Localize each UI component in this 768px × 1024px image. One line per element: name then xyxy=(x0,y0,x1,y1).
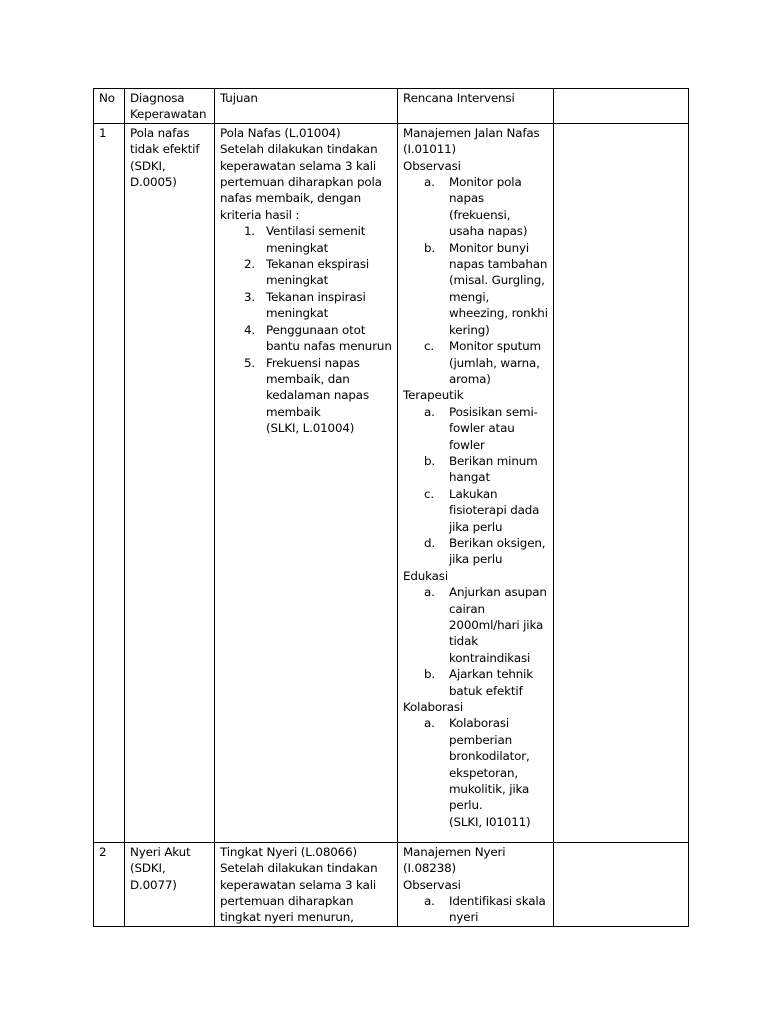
list-marker: 4. xyxy=(243,322,255,337)
row1-no: 1 xyxy=(94,123,125,842)
list-item xyxy=(403,893,549,926)
list-marker: 5. xyxy=(243,355,255,370)
list-item-text: Monitor pola napas (frekuensi, usaha napas) xyxy=(449,175,528,239)
list-item-text: Monitor bunyi napas tambahan (misal. Gurgling, mengi, wheezing, ronkhi kering) xyxy=(449,240,548,337)
list-marker: 1. xyxy=(243,224,255,239)
row1-observasi-label: Observasi xyxy=(403,158,461,173)
list-item xyxy=(403,715,549,813)
row1-diagnosa: Pola nafas tidak efektif (SDKI, D.0005) xyxy=(125,123,215,842)
row2-tujuan xyxy=(215,842,398,926)
row1-intervensi-note: (SLKI, I01011) xyxy=(449,814,531,829)
row1-rencana xyxy=(398,123,554,842)
list-item-text: Frekuensi napas membaik, dan kedalaman napas membaik xyxy=(266,355,369,419)
list-item-text: Posisikan semi-fowler atau fowler xyxy=(449,404,538,452)
row1-tujuan xyxy=(215,123,398,842)
list-marker: a. xyxy=(424,716,435,731)
row1-terapeutik-label: Terapeutik xyxy=(403,388,464,403)
row1-terapeutik-list xyxy=(403,404,549,568)
list-marker: d. xyxy=(424,535,436,550)
list-item-text: Tekanan ekspirasi meningkat xyxy=(266,257,370,288)
header-extra xyxy=(554,89,689,124)
list-item-text: Kolaborasi pemberian bronkodilator, ekspetoran, mukolitik, jika perlu. xyxy=(449,716,530,813)
list-item xyxy=(220,289,393,322)
row1-edukasi-list xyxy=(403,584,549,699)
list-marker: a. xyxy=(424,894,435,909)
list-marker: b. xyxy=(424,240,436,255)
row2-observasi-list xyxy=(403,893,549,926)
list-item-text: Ventilasi semenit meningkat xyxy=(266,224,366,255)
list-marker: a. xyxy=(424,175,435,190)
list-marker: b. xyxy=(424,667,436,682)
table-row xyxy=(94,123,689,842)
row1-criteria-list xyxy=(220,223,393,420)
row2-diagnosa: Nyeri Akut (SDKI, D.0077) xyxy=(125,842,215,926)
header-rencana: Rencana Intervensi xyxy=(398,89,554,124)
table-header-row xyxy=(94,89,689,124)
header-diagnosa: Diagnosa Keperawatan xyxy=(125,89,215,124)
list-item xyxy=(220,223,393,256)
list-item xyxy=(403,535,549,568)
list-item-text: Tekanan inspirasi meningkat xyxy=(266,289,366,321)
list-item xyxy=(220,355,393,421)
row1-kolaborasi-label: Kolaborasi xyxy=(403,700,464,715)
row1-tujuan-title: Pola Nafas (L.01004) xyxy=(220,125,341,140)
header-tujuan: Tujuan xyxy=(215,89,398,124)
list-item-text: Lakukan fisioterapi dada jika perlu xyxy=(449,486,540,534)
list-item-text: Ajarkan tehnik batuk efektif xyxy=(449,667,534,698)
list-item xyxy=(220,256,393,289)
row2-tujuan-title: Tingkat Nyeri (L.08066) xyxy=(220,844,357,859)
row1-kolaborasi-list xyxy=(403,715,549,813)
list-item xyxy=(403,174,549,240)
row2-tujuan-intro: Setelah dilakukan tindakan keperawatan selama 3 kali pertemuan diharapkan tingkat nyeri menurun, xyxy=(220,861,378,925)
row2-intervensi-title: Manajemen Nyeri (I.08238) xyxy=(403,844,506,876)
list-item-text: Berikan minum hangat xyxy=(449,453,538,485)
list-item-text: Anjurkan asupan cairan 2000ml/hari jika tidak kontraindikasi xyxy=(449,585,547,665)
list-item xyxy=(403,453,549,486)
list-item xyxy=(403,666,549,699)
list-marker: a. xyxy=(424,585,435,600)
row1-tujuan-intro: Setelah dilakukan tindakan keperawatan selama 3 kali pertemuan diharapkan pola nafas membaik, dengan kriteria hasil : xyxy=(220,142,382,222)
list-item xyxy=(220,322,393,355)
row2-rencana xyxy=(398,842,554,926)
row1-tujuan-note: (SLKI, L.01004) xyxy=(266,421,355,436)
list-item xyxy=(403,486,549,535)
list-marker: c. xyxy=(424,486,435,501)
row1-observasi-list xyxy=(403,174,549,387)
nursing-care-plan-table xyxy=(93,88,689,927)
row2-extra xyxy=(554,842,689,926)
table-row xyxy=(94,842,689,926)
list-marker: b. xyxy=(424,453,436,468)
list-item-text: Monitor sputum (jumlah, warna, aroma) xyxy=(449,339,541,386)
list-item-text: Berikan oksigen, jika perlu xyxy=(449,535,546,567)
list-marker: 2. xyxy=(243,257,255,272)
list-marker: c. xyxy=(424,339,435,354)
row2-observasi-label: Observasi xyxy=(403,877,461,892)
list-item xyxy=(403,404,549,453)
list-item xyxy=(403,240,549,338)
list-item xyxy=(403,584,549,666)
list-item-text: Penggunaan otot bantu nafas menurun xyxy=(266,322,392,354)
header-no: No xyxy=(94,89,125,124)
list-marker: a. xyxy=(424,404,435,419)
list-item-text: Identifikasi skala nyeri xyxy=(449,894,546,925)
row2-no: 2 xyxy=(94,842,125,926)
row1-intervensi-title: Manajemen Jalan Nafas (I.01011) xyxy=(403,125,540,157)
row1-edukasi-label: Edukasi xyxy=(403,568,449,583)
row1-extra xyxy=(554,123,689,842)
list-marker: 3. xyxy=(243,289,255,304)
list-item xyxy=(403,338,549,387)
